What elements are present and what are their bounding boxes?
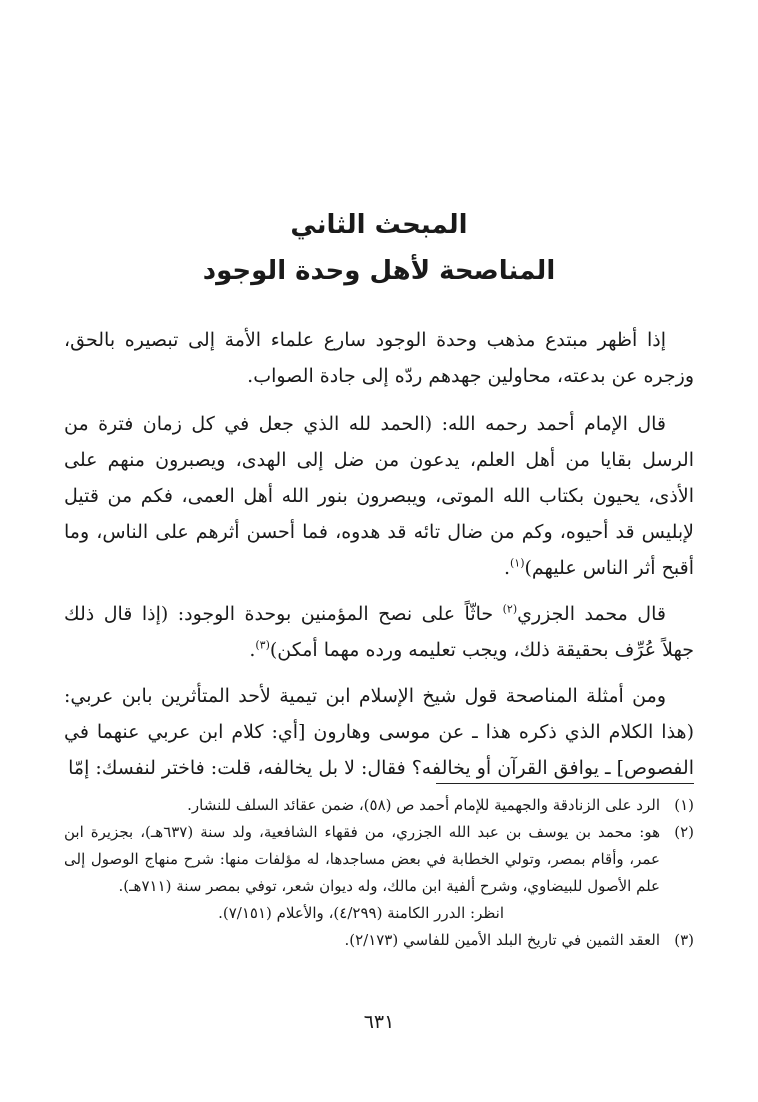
page-number: ٦٣١: [363, 1011, 395, 1033]
footnote-1: [64, 792, 694, 819]
footnotes: [64, 792, 694, 954]
footnote-2-number: (٢): [674, 823, 694, 841]
paragraph-2-text: قال الإمام أحمد رحمه الله: (الحمد لله الذي جعل في كل زمان فترة من الرسل بقايا من أهل العلم، يدعون من ضل إلى الهدى، ويصبرون منهم على الأذى، يحيون بكتاب الله الموتى، ويبصرون بنور الله أهل العمى، فكم من قتيل لإبليس قد أحيوه، وكم من ضال تائه قد هدوه، فما أحسن أثرهم على الناس، وما أقبح أثر الناس عليهم): [64, 413, 694, 579]
footnote-3: [64, 927, 694, 954]
paragraph-4-text: ومن أمثلة المناصحة قول شيخ الإسلام ابن تيمية لأحد المتأثرين بابن عربي: (هذا الكلام الذي ذكره هذا ـ عن موسى وهارون [أي: كلام ابن عربي عنهما في الفصوص] ـ يوافق القرآن أو يخالفه؟ فقال: لا بل يخالفه، قلت: فاختر لنفسك: إمّا: [64, 685, 694, 779]
paragraph-3-part1: قال محمد الجزري: [517, 603, 666, 625]
footnote-2-text: هو: محمد بن يوسف بن عبد الله الجزري، من فقهاء الشافعية، ولد سنة (٦٣٧هـ)، بجزيرة ابن عمر، وأقام بمصر، وتولي الخطابة في بعض مساجدها، له مؤلفات منها: شرح منهاج الوصول إلى علم الأصول للبيضاوي، وشرح ألفية ابن مالك، وله ديوان شعر، توفي بمصر سنة (٧١١هـ).: [64, 823, 660, 895]
footnote-3-text: العقد الثمين في تاريخ البلد الأمين للفاسي (٢/١٧٣).: [344, 931, 660, 949]
paragraph-3: [64, 596, 694, 668]
heading-line-2: المناصحة لأهل وحدة الوجود: [202, 256, 556, 286]
paragraph-1: [64, 322, 694, 394]
footnote-2-source: انظر: الدرر الكامنة (٤/٢٩٩)، والأعلام (٧/١٥١).: [218, 904, 504, 922]
main-text: [64, 322, 694, 796]
footnote-3-number: (٣): [674, 931, 694, 949]
footnote-2: [64, 819, 694, 900]
paragraph-4: [64, 678, 694, 786]
paragraph-3-tail: .: [249, 639, 256, 661]
paragraph-3-part2: حاثّاً على نصح المؤمنين بوحدة الوجود: (إذا قال ذلك جهلاً عُرِّف بحقيقة ذلك، ويجب تعليمه ورده مهما أمكن): [64, 603, 694, 661]
section-heading: [0, 202, 758, 294]
paragraph-2-tail: .: [503, 557, 510, 579]
footnote-ref-1: (١): [509, 556, 525, 570]
paragraph-2: [64, 406, 694, 586]
footnote-separator: [436, 783, 694, 784]
paragraph-1-text: إذا أظهر مبتدع مذهب وحدة الوجود سارع علماء الأمة إلى تبصيره بالحق، وزجره عن بدعته، محاولين جهدهم ردّه إلى جادة الصواب.: [64, 329, 694, 387]
footnote-ref-3: (٣): [255, 638, 270, 652]
footnote-ref-2: (٢): [502, 602, 518, 616]
heading-line-1: المبحث الثاني: [290, 210, 468, 240]
footnote-1-text: الرد على الزنادقة والجهمية للإمام أحمد ص (٥٨)، ضمن عقائد السلف للنشار.: [187, 796, 660, 814]
footnote-1-number: (١): [674, 796, 694, 814]
